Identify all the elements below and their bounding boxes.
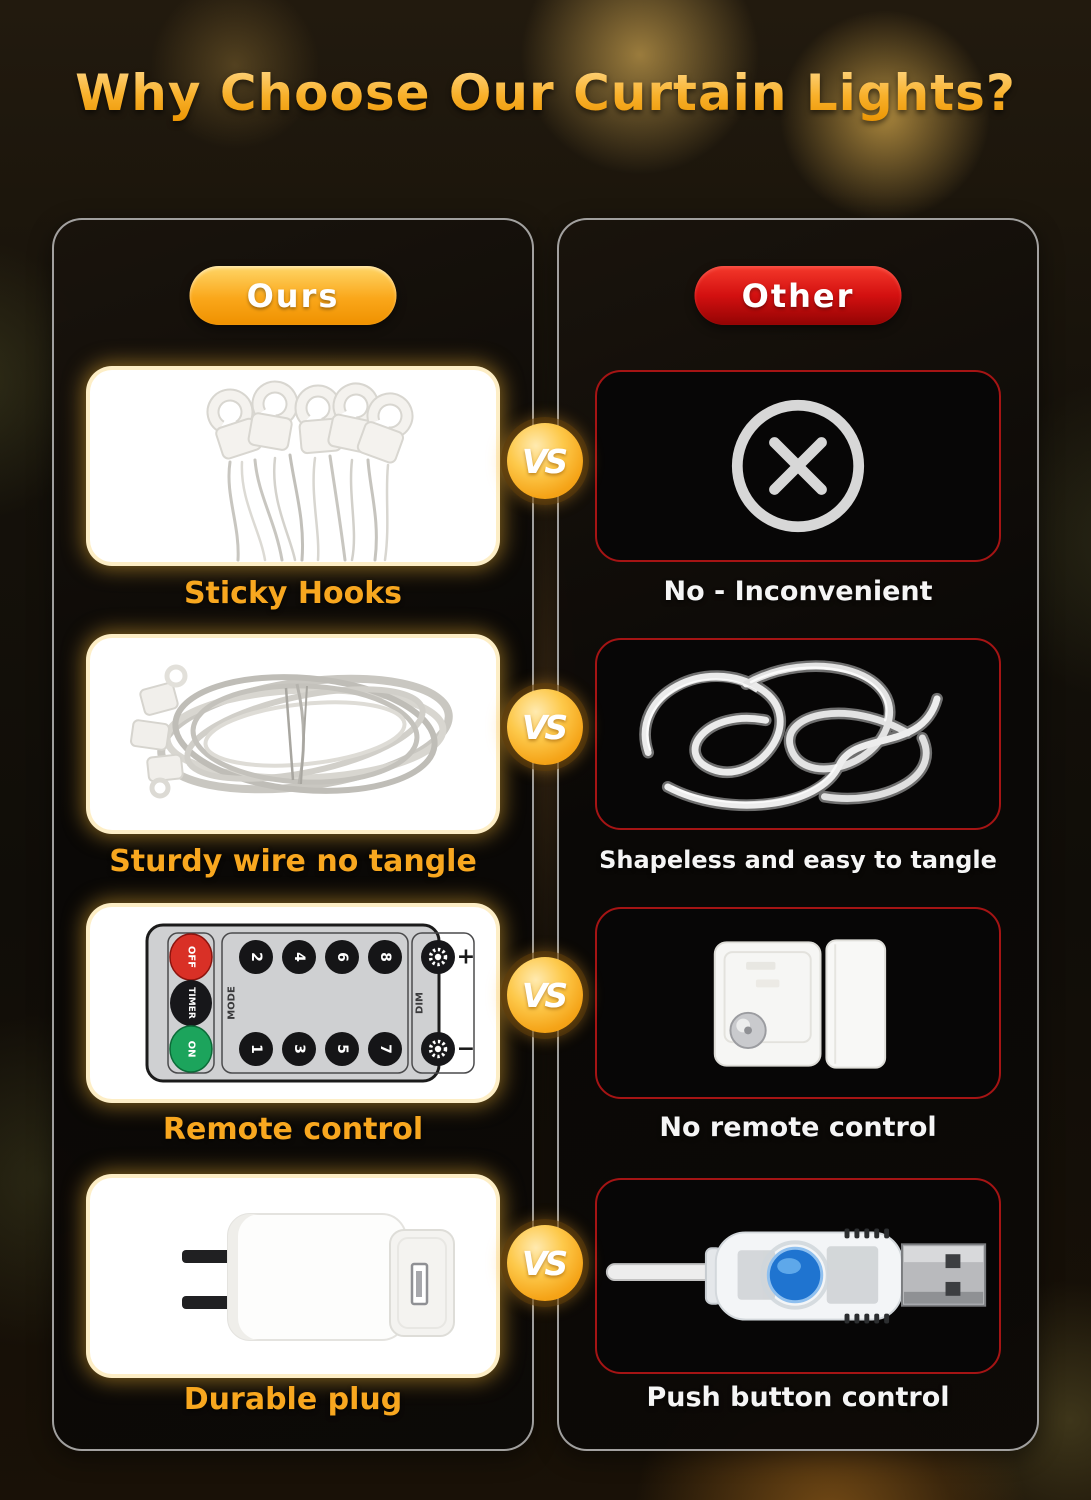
cross-circle-icon bbox=[597, 372, 999, 560]
ours-caption-plug: Durable plug bbox=[183, 1382, 403, 1417]
vs-badge-3: VS bbox=[507, 957, 583, 1033]
svg-text:+: + bbox=[456, 944, 476, 970]
svg-text:7: 7 bbox=[377, 1044, 393, 1054]
svg-text:2: 2 bbox=[248, 952, 264, 962]
other-caption-no: No - Inconvenient bbox=[663, 576, 933, 607]
wire-bundle-photo bbox=[90, 638, 496, 830]
svg-text:TIMER: TIMER bbox=[186, 987, 196, 1019]
ours-caption-remote: Remote control bbox=[162, 1112, 424, 1147]
svg-text:8: 8 bbox=[377, 952, 393, 962]
svg-text:OFF: OFF bbox=[185, 945, 197, 969]
svg-text:DIM: DIM bbox=[414, 992, 426, 1014]
remote-control-photo bbox=[90, 907, 496, 1099]
control-box-photo bbox=[597, 909, 999, 1097]
other-caption-control: No remote control bbox=[659, 1112, 937, 1143]
other-item-box-push bbox=[595, 1178, 1001, 1374]
other-caption-push: Push button control bbox=[646, 1382, 950, 1413]
ours-item-box-hooks bbox=[90, 370, 496, 562]
ours-caption-wire: Sturdy wire no tangle bbox=[109, 844, 477, 879]
usb-push-button-photo bbox=[597, 1180, 999, 1372]
svg-text:6: 6 bbox=[334, 952, 350, 962]
vs-badge-4: VS bbox=[507, 1225, 583, 1301]
other-item-box-tangle bbox=[595, 638, 1001, 830]
ours-item-box-plug bbox=[90, 1178, 496, 1374]
remote-dim-down-button bbox=[421, 1032, 455, 1066]
ours-item-box-wire bbox=[90, 638, 496, 830]
svg-text:1: 1 bbox=[248, 1044, 264, 1054]
other-item-box-control bbox=[595, 907, 1001, 1099]
sticky-hooks-photo bbox=[90, 370, 496, 562]
svg-text:−: − bbox=[456, 1036, 476, 1062]
other-badge: Other bbox=[695, 266, 902, 325]
ours-badge: Ours bbox=[190, 266, 397, 325]
other-panel bbox=[557, 218, 1039, 1451]
tangled-wire-photo bbox=[597, 640, 999, 828]
ours-panel bbox=[52, 218, 534, 1451]
svg-text:5: 5 bbox=[334, 1044, 350, 1054]
vs-badge-2: VS bbox=[507, 689, 583, 765]
other-caption-tangle: Shapeless and easy to tangle bbox=[599, 846, 997, 874]
remote-dim-up-button bbox=[421, 940, 455, 974]
vs-badge-1: VS bbox=[507, 423, 583, 499]
svg-text:4: 4 bbox=[291, 952, 307, 962]
usb-wall-plug-photo bbox=[90, 1178, 496, 1374]
svg-text:3: 3 bbox=[291, 1044, 307, 1054]
svg-text:ON: ON bbox=[185, 1040, 197, 1058]
ours-caption-hooks: Sticky Hooks bbox=[183, 576, 403, 611]
ours-item-box-remote bbox=[90, 907, 496, 1099]
svg-text:MODE: MODE bbox=[226, 986, 238, 1020]
other-item-box-no bbox=[595, 370, 1001, 562]
page-title: Why Choose Our Curtain Lights? bbox=[0, 64, 1091, 122]
hook-shapes bbox=[200, 376, 421, 465]
